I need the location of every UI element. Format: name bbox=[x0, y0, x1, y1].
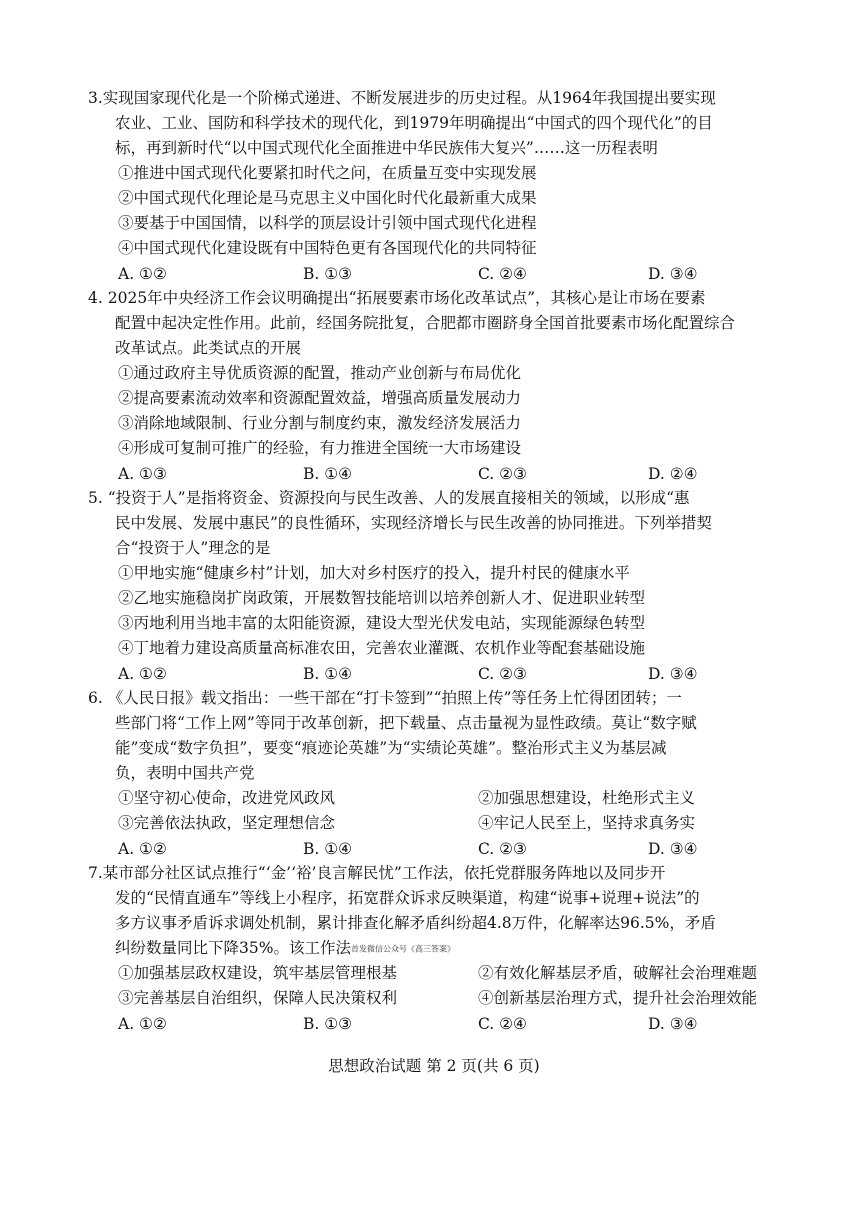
choice-a[interactable]: A. ①② bbox=[118, 840, 167, 858]
question-stem-line: 纠纷数量同比下降35%。该工作法首发微信公众号《高三答案》 bbox=[115, 939, 455, 957]
choice-c[interactable]: C. ②③ bbox=[478, 665, 527, 683]
choice-c[interactable]: C. ②③ bbox=[478, 465, 527, 483]
choice-c[interactable]: C. ②④ bbox=[478, 1015, 527, 1033]
question-4 bbox=[88, 286, 808, 487]
choice-b[interactable]: B. ①③ bbox=[303, 265, 353, 283]
statement-option: ③消除地域限制、行业分割与制度约束，激发经济发展活力 bbox=[118, 414, 522, 432]
choice-b[interactable]: B. ①③ bbox=[303, 1015, 353, 1033]
question-stem-line: 改革试点。此类试点的开展 bbox=[115, 339, 302, 357]
question-stem-line: 4. 2025年中央经济工作会议明确提出“拓展要素市场化改革试点”，其核心是让市场在要素 bbox=[88, 289, 706, 307]
question-stem-line: 负，表明中国共产党 bbox=[115, 764, 255, 782]
statement-option: ②提高要素流动效率和资源配置效益，增强高质量发展动力 bbox=[118, 389, 522, 407]
statement-option: ③丙地利用当地丰富的太阳能资源，建设大型光伏发电站，实现能源绿色转型 bbox=[118, 614, 646, 632]
choice-d[interactable]: D. ③④ bbox=[648, 665, 698, 683]
statement-option-row bbox=[88, 811, 808, 836]
question-number: 6. bbox=[88, 689, 103, 707]
choice-a[interactable]: A. ①② bbox=[118, 665, 167, 683]
watermark-text: 首发微信公众号《高三答案》 bbox=[350, 944, 455, 954]
statement-option-row bbox=[88, 961, 808, 986]
question-stem-line: 5. “投资于人”是指将资金、资源投向与民生改善、人的发展直接相关的领域，以形成“惠 bbox=[88, 489, 690, 507]
statement-option: ③完善基层自治组织，保障人民决策权利 bbox=[118, 989, 398, 1007]
choice-d[interactable]: D. ③④ bbox=[648, 1015, 698, 1033]
statement-option-row bbox=[88, 786, 808, 811]
statement-option-row bbox=[88, 986, 808, 1011]
statement-option: ③要基于中国国情，以科学的顶层设计引领中国式现代化进程 bbox=[118, 214, 537, 232]
question-7 bbox=[88, 861, 808, 1037]
page-footer: 思想政治试题 第 2 页(共 6 页) bbox=[328, 1057, 540, 1075]
question-stem-line: 合“投资于人”理念的是 bbox=[115, 539, 271, 557]
question-stem-line: 标，再到新时代“以中国式现代化全面推进中华民族伟大复兴”……这一历程表明 bbox=[115, 139, 658, 157]
question-number: 4. bbox=[88, 289, 103, 307]
statement-option: ②有效化解基层矛盾，破解社会治理难题 bbox=[478, 964, 758, 982]
question-stem-line: 7.某市部分社区试点推行“‘金’‘裕’良言解民忧”工作法，依托党群服务阵地以及同步开 bbox=[88, 864, 666, 882]
choice-c[interactable]: C. ②③ bbox=[478, 840, 527, 858]
question-stem-line: 发的“民情直通车”等线上小程序，拓宽群众诉求反映渠道，构建“说事+说理+说法”的 bbox=[115, 889, 700, 907]
choice-c[interactable]: C. ②④ bbox=[478, 265, 527, 283]
statement-option: ①推进中国式现代化要紧扣时代之问，在质量互变中实现发展 bbox=[118, 164, 537, 182]
statement-option: ②乙地实施稳岗扩岗政策，开展数智技能培训以培养创新人才、促进职业转型 bbox=[118, 589, 646, 607]
choice-b[interactable]: B. ①④ bbox=[303, 840, 353, 858]
choice-d[interactable]: D. ③④ bbox=[648, 840, 698, 858]
statement-option: ①甲地实施“健康乡村”计划，加大对乡村医疗的投入，提升村民的健康水平 bbox=[118, 564, 630, 582]
statement-option: ②加强思想建设，杜绝形式主义 bbox=[478, 789, 696, 807]
statement-option: ③完善依法执政，坚定理想信念 bbox=[118, 814, 336, 832]
question-number: 5. bbox=[88, 489, 103, 507]
question-number: 3. bbox=[88, 89, 103, 107]
choice-d[interactable]: D. ②④ bbox=[648, 465, 698, 483]
choice-a[interactable]: A. ①② bbox=[118, 265, 167, 283]
statement-option: ①加强基层政权建设，筑牢基层管理根基 bbox=[118, 964, 398, 982]
answer-choices bbox=[88, 261, 808, 287]
answer-choices bbox=[88, 1011, 808, 1037]
answer-choices bbox=[88, 661, 808, 687]
statement-option: ④牢记人民至上，坚持求真务实 bbox=[478, 814, 696, 832]
statement-option: ④中国式现代化建设既有中国特色更有各国现代化的共同特征 bbox=[118, 239, 537, 257]
statement-option: ④创新基层治理方式，提升社会治理效能 bbox=[478, 989, 758, 1007]
question-5 bbox=[88, 486, 808, 687]
question-6 bbox=[88, 686, 808, 862]
answer-choices bbox=[88, 836, 808, 862]
statement-option: ①通过政府主导优质资源的配置，推动产业创新与布局优化 bbox=[118, 364, 522, 382]
statement-option: ④形成可复制可推广的经验，有力推进全国统一大市场建设 bbox=[118, 439, 522, 457]
answer-choices bbox=[88, 461, 808, 487]
question-stem-line: 些部门将“工作上网”等同于改革创新，把下载量、点击量视为显性政绩。莫让“数字赋 bbox=[115, 714, 697, 732]
question-stem-line: 多方议事矛盾诉求调处机制，累计排查化解矛盾纠纷超4.8万件，化解率达96.5%，矛盾 bbox=[115, 914, 716, 932]
question-stem-line: 农业、工业、国防和科学技术的现代化，到1979年明确提出“中国式的四个现代化”的目 bbox=[115, 114, 713, 132]
choice-a[interactable]: A. ①② bbox=[118, 1015, 167, 1033]
question-stem-line: 3.实现国家现代化是一个阶梯式递进、不断发展进步的历史过程。从1964年我国提出要实现 bbox=[88, 89, 716, 107]
statement-option: ④丁地着力建设高质量高标准农田，完善农业灌溉、农机作业等配套基础设施 bbox=[118, 639, 646, 657]
question-stem-line: 民中发展、发展中惠民”的良性循环，实现经济增长与民生改善的协同推进。下列举措契 bbox=[115, 514, 712, 532]
choice-b[interactable]: B. ①④ bbox=[303, 665, 353, 683]
question-stem-line: 配置中起决定性作用。此前，经国务院批复，合肥都市圈跻身全国首批要素市场化配置综合 bbox=[115, 314, 736, 332]
question-stem-line: 6. 《人民日报》载文指出：一些干部在“打卡签到”“拍照上传”等任务上忙得团团转；一 bbox=[88, 689, 682, 707]
choice-a[interactable]: A. ①③ bbox=[118, 465, 167, 483]
statement-option: ①坚守初心使命，改进党风政风 bbox=[118, 789, 336, 807]
question-stem-line: 能”变成“数字负担”，要变“痕迹论英雄”为“实绩论英雄”。整治形式主义为基层减 bbox=[115, 739, 667, 757]
statement-option: ②中国式现代化理论是马克思主义中国化时代化最新重大成果 bbox=[118, 189, 537, 207]
question-number: 7. bbox=[88, 864, 103, 882]
question-3 bbox=[88, 86, 808, 287]
choice-b[interactable]: B. ①④ bbox=[303, 465, 353, 483]
choice-d[interactable]: D. ③④ bbox=[648, 265, 698, 283]
